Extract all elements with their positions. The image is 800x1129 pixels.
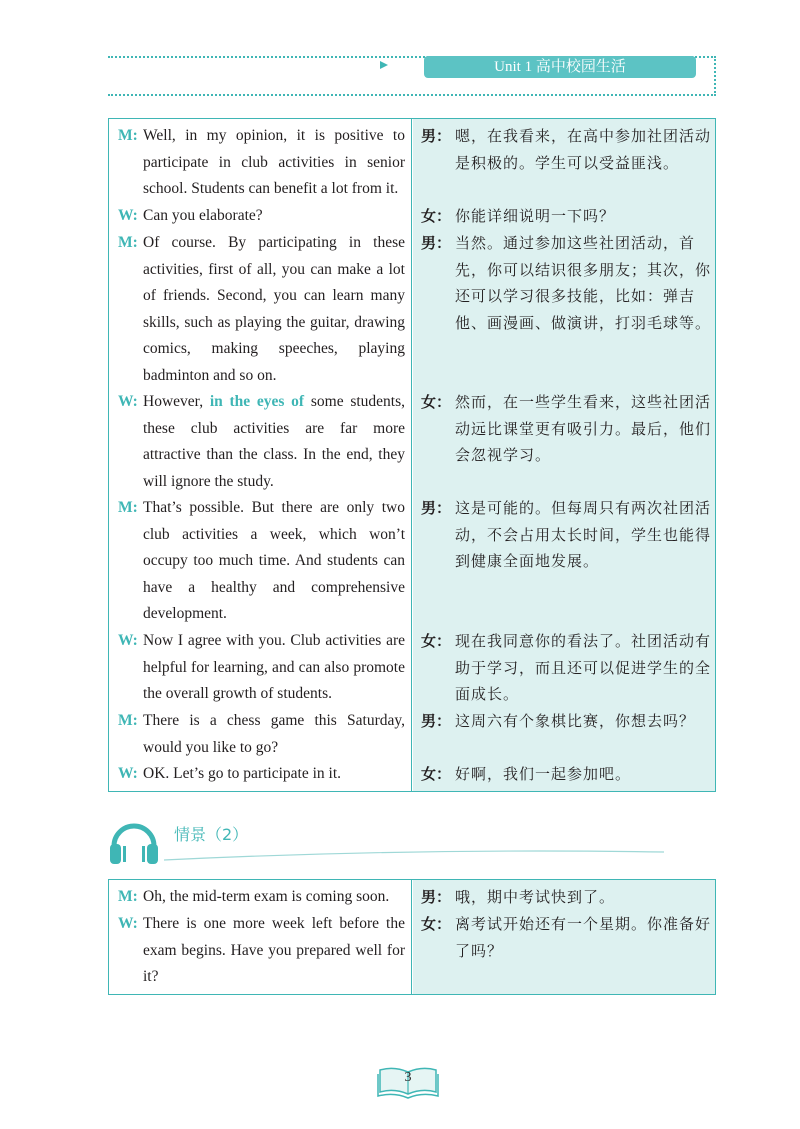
chinese-line: 离考试开始还有一个星期。你准备好了吗？ — [455, 915, 712, 960]
english-text: However, — [143, 393, 210, 410]
english-line: OK. Let’s go to participate in it. — [143, 765, 342, 782]
unit-title-tab: Unit 1 高中校园生活 — [424, 56, 696, 78]
speaker-label: M: — [118, 234, 138, 251]
chinese-line: 你能详细说明一下吗？ — [455, 207, 616, 225]
speaker-label: 男： — [421, 127, 452, 145]
english-text: some students, these club activities are far more attractive than the class. In the end, they will ignore the study. — [143, 393, 406, 490]
speaker-label: W: — [118, 632, 138, 649]
english-line: Well, in my opinion, it is positive to participate in club activities in senior school. Students can benefit a lot from it. — [143, 127, 405, 197]
chinese-line: 现在我同意你的看法了。社团活动有助于学习，而且还可以促进学生的全面成长。 — [455, 632, 712, 703]
speaker-label: M: — [118, 499, 138, 516]
decorative-curve — [164, 846, 664, 864]
english-line: Now I agree with you. Club activities are helpful for learning, and can also promote the overall growth of students. — [143, 632, 405, 702]
headphones-icon — [108, 812, 160, 868]
speaker-label: 男： — [421, 499, 452, 517]
speaker-label: W: — [118, 765, 138, 782]
speaker-label: M: — [118, 888, 138, 905]
speaker-label: 女： — [421, 765, 452, 783]
speaker-label: W: — [118, 207, 138, 224]
speaker-label: 女： — [421, 632, 452, 650]
chinese-line: 然而，在一些学生看来，这些社团活动远比课堂更有吸引力。最后，他们会忽视学习。 — [455, 393, 712, 464]
speaker-label: M: — [118, 127, 138, 144]
speaker-label: 女： — [421, 393, 452, 411]
scene-heading — [108, 812, 668, 868]
speaker-label: 女： — [421, 207, 452, 225]
dialogue-table-1 — [108, 118, 716, 792]
english-line: Oh, the mid-term exam is coming soon. — [143, 888, 390, 905]
english-line: Of course. By participating in these activities, first of all, you can make a lot of friends. Second, you can learn many skills, such as playing the guitar, drawing comics, making speeches, playing badminton and so on. — [143, 234, 405, 384]
speaker-label: 男： — [421, 888, 452, 906]
speaker-label: 男： — [421, 712, 452, 730]
page-number-badge — [376, 1064, 440, 1100]
speaker-label: 男： — [421, 234, 452, 252]
chinese-line: 好啊，我们一起参加吧。 — [455, 765, 632, 783]
speaker-label: 女： — [421, 915, 452, 933]
speaker-label: W: — [118, 393, 138, 410]
highlighted-phrase: in the eyes of — [209, 393, 305, 410]
english-line — [143, 389, 405, 495]
speaker-label: M: — [118, 712, 138, 729]
page-number: 3 — [404, 1070, 412, 1085]
english-line: Can you elaborate? — [143, 207, 263, 224]
scene-title: 情景（2） — [174, 825, 249, 844]
speaker-label: W: — [118, 915, 138, 932]
chinese-line: 当然。通过参加这些社团活动，首先，你可以结识很多朋友；其次，你还可以学习很多技能，比如：弹吉他、画漫画、做演讲，打羽毛球等。 — [455, 234, 712, 332]
chinese-line: 这周六有个象棋比赛，你想去吗？ — [455, 712, 696, 730]
chinese-line: 这是可能的。但每周只有两次社团活动，不会占用太长时间，学生也能得到健康全面地发展。 — [455, 499, 712, 570]
chinese-line: 哦，期中考试快到了。 — [455, 888, 616, 906]
dialogue-table-2 — [108, 879, 716, 995]
header-arrow-icon — [380, 61, 388, 69]
english-line: There is a chess game this Saturday, would you like to go? — [143, 712, 405, 756]
chinese-line: 嗯，在我看来，在高中参加社团活动是积极的。学生可以受益匪浅。 — [455, 127, 712, 172]
english-line: There is one more week left before the exam begins. Have you prepared well for it? — [143, 915, 405, 985]
english-line: That’s possible. But there are only two club activities a week, which won’t occupy too much time. And students can have a healthy and comprehensive development. — [143, 499, 405, 622]
